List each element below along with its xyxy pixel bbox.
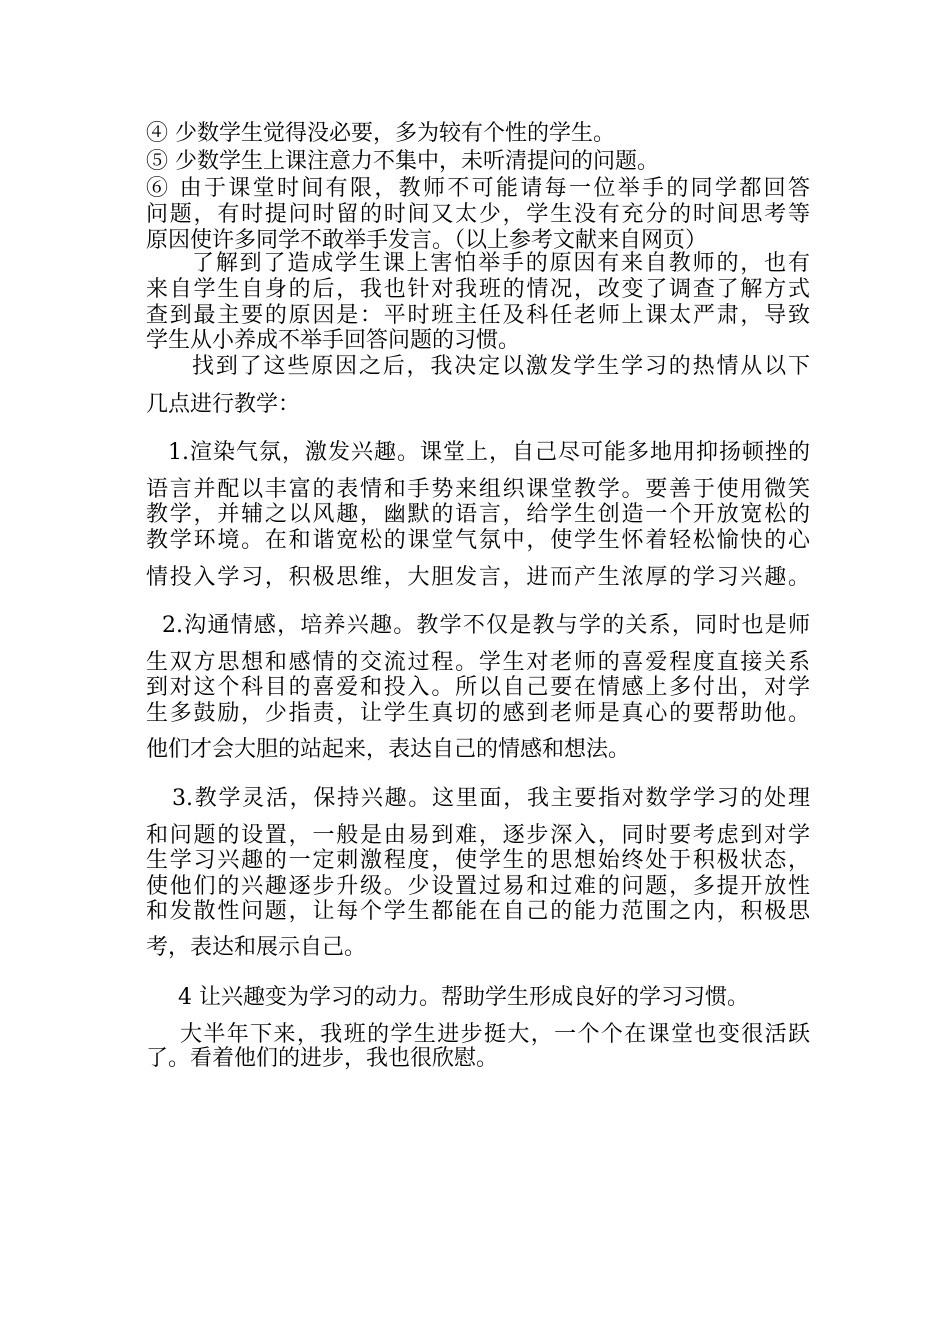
text-line: 和问题的设置，一般是由易到难，逐步深入，同时要考虑到对学 bbox=[146, 823, 810, 848]
text-line: ⑤ 少数学生上课注意力不集中，未听清提问的问题。 bbox=[146, 149, 659, 174]
text-line: 找到了这些原因之后，我决定以激发学生学习的热情从以下 bbox=[192, 354, 810, 379]
text-line: 了。看着他们的进步，我也很欣慰。 bbox=[146, 1046, 499, 1071]
text-line: 3.教学灵活，保持兴趣。这里面，我主要指对数学学习的处理 bbox=[172, 786, 810, 811]
text-line: 生学习兴趣的一定刺激程度，使学生的思想始终处于积极状态， bbox=[146, 848, 810, 873]
text-line: ④ 少数学生觉得没必要，多为较有个性的学生。 bbox=[146, 121, 615, 146]
text-line: 大半年下来，我班的学生进步挺大，一个个在课堂也变很活跃 bbox=[180, 1022, 810, 1047]
text-line: 使他们的兴趣逐步升级。少设置过易和过难的问题，多提开放性 bbox=[146, 874, 810, 899]
text-line: 学生从小养成不举手回答问题的习惯。 bbox=[146, 328, 521, 353]
text-line: 和发散性问题，让每个学生都能在自己的能力范围之内，积极思 bbox=[146, 899, 810, 924]
text-line: 生双方思想和感情的交流过程。学生对老师的喜爱程度直接关系 bbox=[146, 650, 810, 675]
text-line: 教学，并辅之以风趣，幽默的语言，给学生创造一个开放宽松的 bbox=[146, 502, 810, 527]
text-line: 1.渲染气氛，激发兴趣。课堂上，自己尽可能多地用抑扬顿挫的 bbox=[168, 440, 810, 465]
text-line: 几点进行教学： bbox=[146, 392, 301, 417]
text-line: 考，表达和展示自己。 bbox=[146, 935, 367, 960]
text-line: 生多鼓励，少指责，让学生真切的感到老师是真心的要帮助他。 bbox=[146, 701, 810, 726]
text-line: 了解到了造成学生课上害怕举手的原因有来自教师的，也有 bbox=[192, 251, 810, 276]
text-line: 4 让兴趣变为学习的动力。帮助学生形成良好的学习习惯。 bbox=[178, 985, 749, 1010]
text-line: 语言并配以丰富的表情和手势来组织课堂教学。要善于使用微笑 bbox=[146, 477, 810, 502]
text-line: 2.沟通情感，培养兴趣。教学不仅是教与学的关系，同时也是师 bbox=[162, 613, 810, 638]
text-line: ⑥ 由于课堂时间有限，教师不可能请每一位举手的同学都回答 bbox=[146, 176, 810, 201]
text-line: 原因使许多同学不敢举手发言。（以上参考文献来自网页） bbox=[146, 228, 708, 253]
text-line: 教学环境。在和谐宽松的课堂气氛中，使学生怀着轻松愉快的心 bbox=[146, 528, 810, 553]
text-line: 情投入学习，积极思维，大胆发言，进而产生浓厚的学习兴趣。 bbox=[146, 565, 810, 590]
text-line: 查到最主要的原因是：平时班主任及科任老师上课太严肃，导致 bbox=[146, 303, 810, 328]
text-line: 来自学生自身的后，我也针对我班的情况，改变了调查了解方式 bbox=[146, 277, 810, 302]
text-line: 问题，有时提问时留的时间又太少，学生没有充分的时间思考等 bbox=[146, 202, 810, 227]
text-line: 他们才会大胆的站起来，表达自己的情感和想法。 bbox=[146, 737, 631, 762]
text-line: 到对这个科目的喜爱和投入。所以自己要在情感上多付出，对学 bbox=[146, 675, 810, 700]
